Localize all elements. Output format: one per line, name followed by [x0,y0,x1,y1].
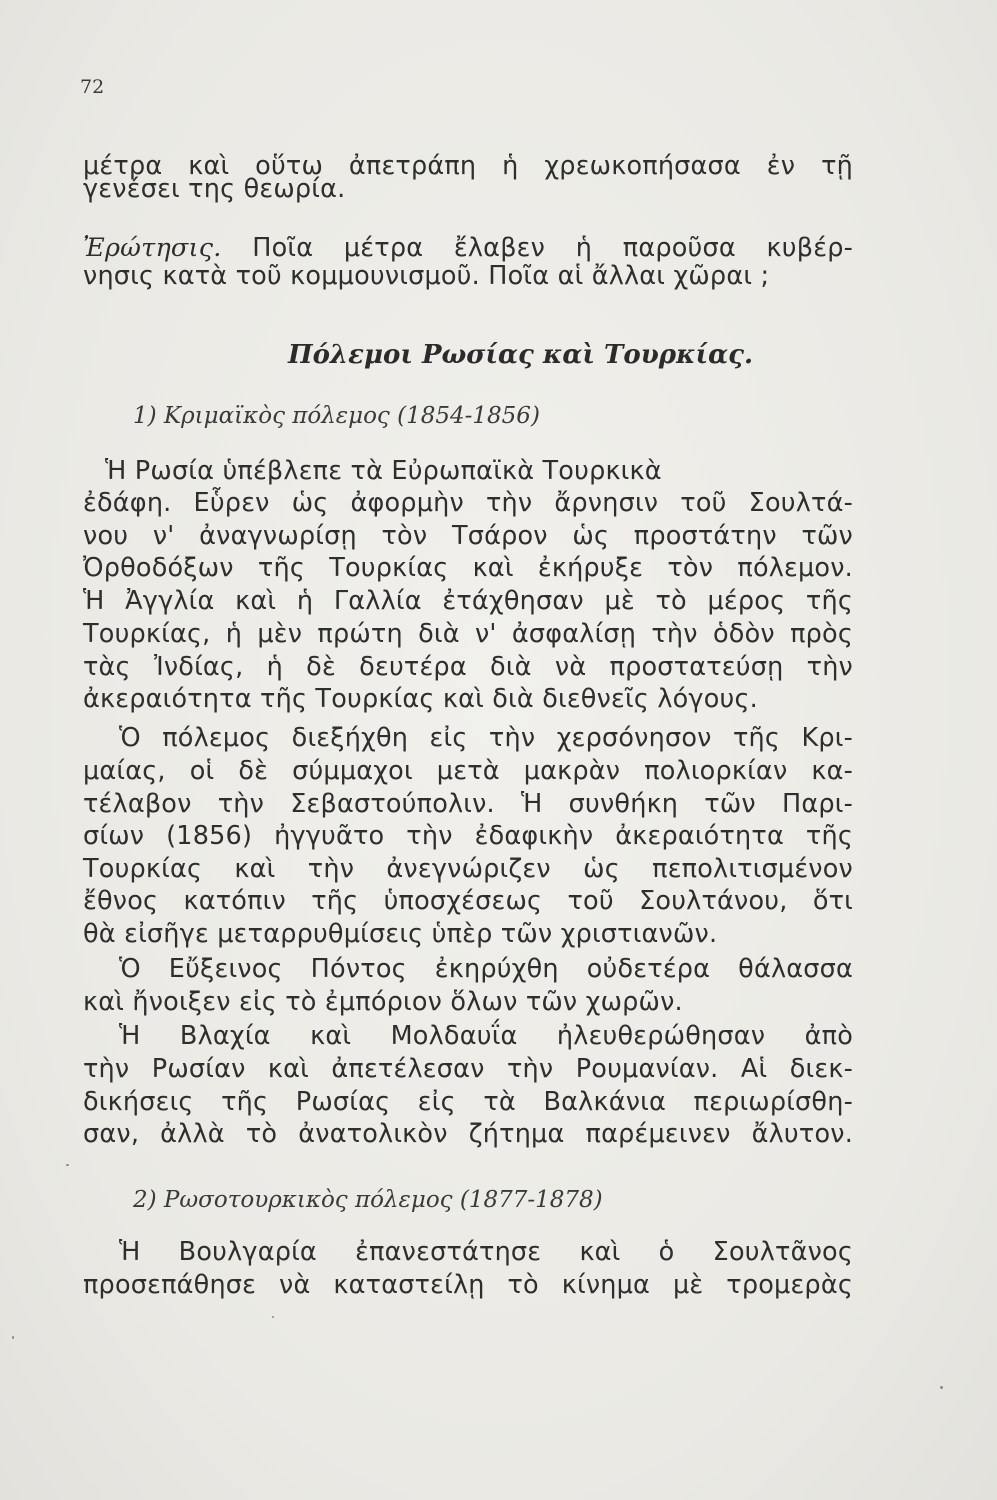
s2-line-2: προσεπάθησε νὰ καταστείλῃ τὸ κίνημα μὲ τρομερὰς [83,1270,853,1300]
intro-line-2: γενέσει της θεωρία. [83,174,346,204]
subsection-2-dates: (1877-1878) [459,1187,603,1213]
s1-line-21: σαν, ἀλλὰ τὸ ἀνατολικὸν ζήτημα παρέμεινεν ἄλυτον. [83,1119,853,1149]
subsection-2-number: 2) [133,1187,157,1213]
s1-line-20: δικήσεις τῆς Ρωσίας εἰς τὰ Βαλκάνια περιωρίσθη- [83,1087,853,1117]
intro-line-1: μέτρα καὶ οὕτω ἀπετράπη ἡ χρεωκοπήσασα ἐν τῇ [83,151,853,181]
s1-line-18: Ἡ Βλαχία καὶ Μολδαυΐα ἠλευθερώθησαν ἀπὸ [119,1021,853,1051]
s1-line-14: ἔθνος κατόπιν τῆς ὑποσχέσεως τοῦ Σουλτάνου, ὅτι [83,886,853,916]
s1-line-1: Ἡ Ρωσία ὑπέβλεπε τὰ Εὐρωπαϊκὰ Τουρκικὰ [105,456,662,486]
s1-line-15: θὰ εἰσῆγε μεταρρυθμίσεις ὑπὲρ τῶν χριστιανῶν. [83,919,718,949]
paper-speck [66,1164,69,1166]
page-number: 72 [80,76,105,98]
question-label: Ἐρώτησις. [83,233,222,263]
s1-line-9: Ὁ πόλεμος διεξήχθη εἰς τὴν χερσόνησον τῆς Κρι- [119,723,853,753]
s1-line-12: σίων (1856) ἠγγυᾶτο τὴν ἐδαφικὴν ἀκεραιότητα τῆς [83,821,853,851]
s1-line-8: ἀκεραιότητα τῆς Τουρκίας καὶ διὰ διεθνεῖς λόγους. [83,684,758,714]
s1-line-6: Τουρκίας, ἡ μὲν πρώτη διὰ ν' ἀσφαλίσῃ τὴν ὁδὸν πρὸς [83,619,853,649]
paper-speck [940,1386,943,1389]
s1-line-11: τέλαβον τὴν Σεβαστούπολιν. Ἡ συνθήκη τῶν Παρι- [83,789,853,819]
question-line-2: νησις κατὰ τοῦ κομμουνισμοῦ. Ποῖα αἱ ἄλλαι χῶραι ; [83,261,770,291]
s1-line-16: Ὁ Εὔξεινος Πόντος ἐκηρύχθη οὐδετέρα θάλασσα [119,954,853,984]
paper-speck [272,1316,274,1318]
s1-line-5: Ἡ Ἀγγλία καὶ ἡ Γαλλία ἐτάχθησαν μὲ τὸ μέρος τῆς [83,586,853,616]
subsection-1-title: 1) Κριμαϊκὸς πόλεμος (1854-1856) [133,403,540,429]
s1-line-17: καὶ ἤνοιξεν εἰς τὸ ἐμπόριον ὅλων τῶν χωρῶν. [83,987,683,1017]
s1-line-13: Τουρκίας καὶ τὴν ἀνεγνώριζεν ὡς πεπολιτισμένον [83,854,853,884]
question-text: Ποῖα μέτρα ἔλαβεν ἡ παροῦσα κυβέρ- [221,233,853,263]
subsection-2-name: Ρωσοτουρκικὸς πόλεμος [163,1187,453,1213]
paper-speck [12,1336,14,1339]
s1-line-7: τὰς Ἰνδίας, ἡ δὲ δευτέρα διὰ νὰ προστατεύσῃ τὴν [83,652,853,682]
s1-line-10: μαίας, οἱ δὲ σύμμαχοι μετὰ μακρὰν πολιορκίαν κα- [83,756,853,786]
section-title: Πόλεμοι Ρωσίας καὶ Τουρκίας. [288,340,754,370]
s1-line-19: τὴν Ρωσίαν καὶ ἀπετέλεσαν τὴν Ρουμανίαν. Αἱ διεκ- [83,1054,853,1084]
s1-line-3: νου ν' ἀναγνωρίσῃ τὸν Τσάρον ὡς προστάτην τῶν [83,521,853,551]
subsection-2-title [133,1187,603,1213]
s1-line-4: Ὀρθοδόξων τῆς Τουρκίας καὶ ἐκήρυξε τὸν πόλεμον. [83,553,853,583]
s2-line-1: Ἡ Βουλγαρία ἐπανεστάτησε καὶ ὁ Σουλτᾶνος [119,1237,853,1267]
s1-line-2: ἐδάφη. Εὗρεν ὡς ἀφορμὴν τὴν ἄρνησιν τοῦ Σουλτά- [83,488,853,518]
